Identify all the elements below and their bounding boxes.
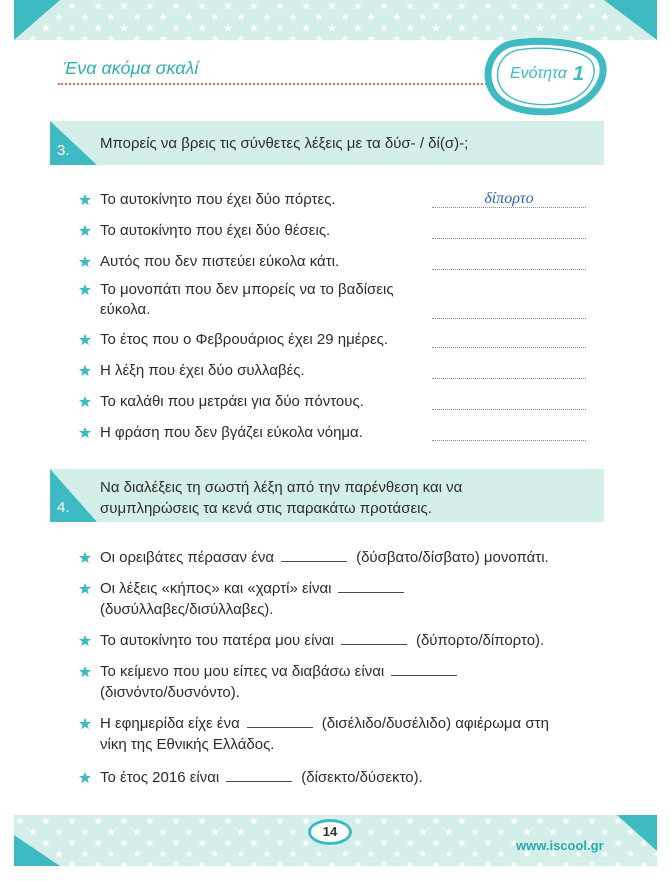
website-link[interactable]: www.iscool.gr (516, 838, 604, 853)
star-bullet-icon (78, 395, 92, 409)
exercise-item (78, 221, 330, 241)
item-text: Το έτος που ο Φεβρουάριος έχει 29 ημέρες. (100, 331, 389, 348)
star-bullet-icon (78, 665, 92, 679)
item-text-before: Το κείμενο που μου είπες να διαβάσω είναι (100, 663, 385, 680)
item-text: Το αυτοκίνητο που έχει δύο πόρτες. (100, 191, 336, 208)
answer-line[interactable] (432, 301, 586, 319)
star-bullet-icon (78, 551, 92, 565)
answer-line[interactable] (432, 190, 586, 208)
answer-line[interactable] (432, 392, 586, 410)
exercise-item (78, 190, 336, 210)
item-text: Το μονοπάτι που δεν μπορείς να το βαδίσεις (100, 281, 394, 298)
item-text-before: Η εφημερίδα είχε ένα (100, 715, 240, 732)
fill-in-item (78, 767, 423, 788)
star-bullet-icon (78, 283, 92, 297)
choice-options: (δίσεκτο/δύσεκτο). (301, 769, 423, 786)
item-text-before: Το έτος 2016 είναι (100, 769, 220, 786)
star-bullet-icon (78, 333, 92, 347)
fill-in-blank[interactable] (341, 644, 407, 645)
exercise-number: 4. (57, 499, 70, 516)
header-star-band (14, 0, 657, 40)
exercise-item (78, 330, 388, 350)
item-line (100, 578, 413, 599)
fill-in-blank[interactable] (247, 727, 313, 728)
exercise-item (78, 423, 363, 443)
choice-options: (δύπορτο/δίπορτο). (415, 632, 545, 649)
unit-number: 1 (572, 62, 585, 85)
item-text: Το καλάθι που μετράει για δύο πόντους. (100, 393, 364, 410)
fill-in-blank[interactable] (281, 561, 347, 562)
star-bullet-icon (78, 364, 92, 378)
star-bullet-icon (78, 193, 92, 207)
exercise-number: 3. (57, 142, 70, 159)
item-text: Αυτός που δεν πιστεύει εύκολα κάτι. (100, 253, 340, 270)
choice-options: (δυσύλλαβες/δισύλλαβες). (100, 601, 274, 618)
item-line (100, 547, 549, 568)
instruction-line: Να διαλέξεις τη σωστή λέξη από την παρένθεση και να (100, 479, 463, 496)
exercise-instruction: Μπορείς να βρεις τις σύνθετες λέξεις με τα δύσ- / δί(σ)-; (100, 135, 469, 152)
fill-in-blank[interactable] (338, 592, 404, 593)
unit-badge-label (480, 36, 614, 112)
page-title: Ένα ακόμα σκαλί (63, 58, 199, 78)
choice-options: (δύσβατο/δίσβατο) μονοπάτι. (356, 549, 549, 566)
item-text-before: Οι ορειβάτες πέρασαν ένα (100, 549, 275, 566)
exercise-4-header (50, 469, 604, 522)
exercise-item (78, 392, 364, 412)
fill-in-item (78, 661, 466, 703)
instruction-line: συμπληρώσεις τα κενά στις παρακάτω προτάσεις. (100, 500, 432, 517)
item-text-before: Οι λέξεις «κήπος» και «χαρτί» είναι (100, 580, 332, 597)
answer-line[interactable] (432, 330, 586, 348)
exercise-item (78, 361, 305, 381)
item-line (100, 661, 466, 682)
answer-line[interactable] (432, 423, 586, 441)
fill-in-blank[interactable] (391, 675, 457, 676)
star-bullet-icon (78, 582, 92, 596)
star-bullet-icon (78, 224, 92, 238)
handwritten-answer: δίπορτο (484, 190, 534, 207)
star-bullet-icon (78, 255, 92, 269)
unit-label: Ενότητα (509, 65, 567, 82)
item-text: Η φράση που δεν βγάζει εύκολα νόημα. (100, 424, 363, 441)
fill-in-item (78, 578, 413, 620)
exercise-item (78, 280, 394, 320)
item-line (100, 713, 549, 734)
item-text-continued: εύκολα. (100, 301, 151, 318)
fill-in-blank[interactable] (226, 781, 292, 782)
choice-options: (δισνόντο/δυσνόντο). (100, 684, 240, 701)
item-text-before: Το αυτοκίνητο του πατέρα μου είναι (100, 632, 334, 649)
item-line (100, 767, 423, 788)
star-bullet-icon (78, 717, 92, 731)
choice-options: (δισέλιδο/δυσέλιδο) αφιέρωμα στη (321, 715, 549, 732)
item-line (100, 630, 544, 651)
exercise-instruction (100, 477, 462, 519)
exercise-3-header (50, 121, 604, 165)
item-text: Το αυτοκίνητο που έχει δύο θέσεις. (100, 222, 331, 239)
star-bullet-icon (78, 771, 92, 785)
fill-in-item (78, 713, 549, 755)
item-text: Η λέξη που έχει δύο συλλαβές. (100, 362, 305, 379)
fill-in-item (78, 547, 549, 568)
star-bullet-icon (78, 426, 92, 440)
answer-line[interactable] (432, 361, 586, 379)
answer-line[interactable] (432, 252, 586, 270)
exercise-item (78, 252, 339, 272)
fill-in-item (78, 630, 544, 651)
title-dotted-rule (58, 83, 490, 85)
answer-line[interactable] (432, 221, 586, 239)
page-number: 14 (308, 819, 352, 845)
star-bullet-icon (78, 634, 92, 648)
item-text-continued: νίκη της Εθνικής Ελλάδος. (100, 736, 275, 753)
